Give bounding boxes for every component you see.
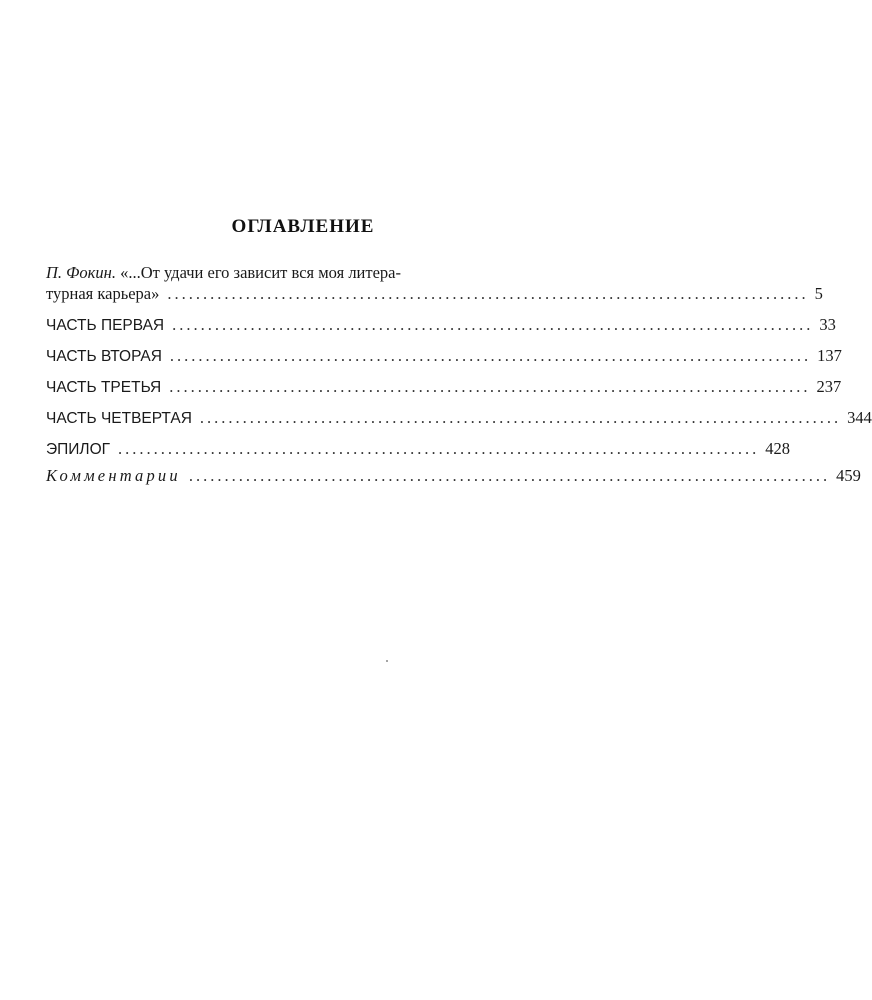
foreword-second-line [46,283,823,304]
toc-entry-commentary[interactable] [46,465,861,486]
entry-label: ЧАСТЬ ЧЕТВЕРТАЯ [46,410,192,427]
page-number: 33 [819,315,836,334]
dot-leader: .......................................................................................... [199,408,842,427]
toc-entry-foreword[interactable] [46,262,823,304]
toc-entry-part-3[interactable] [46,376,842,398]
page-title: ОГЛАВЛЕНИЕ [231,216,375,237]
page-number: 344 [847,408,872,427]
entry-label: ЧАСТЬ ТРЕТЬЯ [46,379,162,396]
toc-entry-part-4[interactable] [46,407,872,429]
foreword-title-part1: «...От удачи его зависит вся моя литера- [120,263,401,282]
toc-entry-epilogue[interactable] [46,438,791,460]
dot-leader: .......................................................................................... [172,315,814,334]
foreword-title-part2: турная карьера» [46,284,160,303]
dot-leader: .......................................................................................... [118,439,760,458]
page-number: 137 [817,346,842,365]
entry-label: ЧАСТЬ ПЕРВАЯ [46,317,165,334]
page-number: 237 [816,377,842,396]
entry-label: Комментарии [46,466,181,485]
dot-leader: .......................................................................................... [188,466,831,485]
dot-leader: .......................................................................................... [169,377,811,396]
page-number: 459 [836,466,861,485]
table-of-contents [46,262,872,486]
toc-entry-part-2[interactable] [46,345,842,367]
dot-leader: .......................................................................................... [169,346,812,365]
page-number: 5 [814,284,823,303]
foreword-first-line [46,262,486,283]
entry-label: ЭПИЛОГ [46,441,111,458]
dot-leader: .......................................................................................... [167,284,809,303]
page-number: 428 [765,439,791,458]
entry-label: ЧАСТЬ ВТОРАЯ [46,348,162,365]
foreword-author: П. Фокин. [46,263,116,282]
toc-entry-part-1[interactable] [46,314,836,336]
paper-speck [386,660,388,662]
